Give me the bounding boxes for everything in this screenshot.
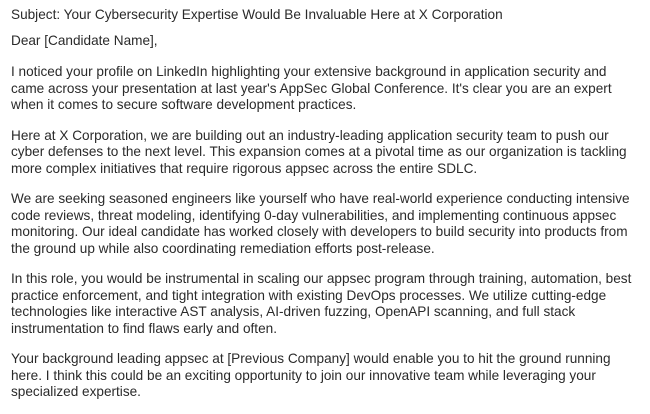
- paragraph-role: In this role, you would be instrumental in scaling our appsec program through training, automation, best practice enforcement, and tight integration with existing DevOps processes. We utilize cutting-edge technologies like interactive AST analysis, AI-driven fuzzing, OpenAPI scanning, and full stack instrumentation to find flaws early and often.: [11, 271, 632, 336]
- paragraph-requirements: We are seeking seasoned engineers like yourself who have real-world experience conducting intensive code reviews, threat modeling, identifying 0-day vulnerabilities, and implementing continuous appsec monitoring. Our ideal candidate has worked closely with developers to build security into products from the ground up while also coordinating remediation efforts post-release.: [11, 191, 630, 256]
- email-greeting: Dear [Candidate Name],: [11, 33, 158, 48]
- paragraph-intro: I noticed your profile on LinkedIn highlighting your extensive background in application security and came across your presentation at last year's AppSec Global Conference. It's clear you are an expert when it comes to secure software development practices.: [11, 64, 612, 112]
- email-body: [11, 6, 643, 401]
- paragraph-company: Here at X Corporation, we are building out an industry-leading application security team to push our cyber defenses to the next level. This expansion comes at a pivotal time as our organization is tackling more complex initiatives that require rigorous appsec across the entire SDLC.: [11, 127, 627, 176]
- email-subject: Subject: Your Cybersecurity Expertise Would Be Invaluable Here at X Corporation: [11, 7, 503, 22]
- paragraph-closing: Your background leading appsec at [Previous Company] would enable you to hit the ground running here. I think this could be an exciting opportunity to join our innovative team while leveraging your specialized expertise.: [11, 351, 611, 399]
